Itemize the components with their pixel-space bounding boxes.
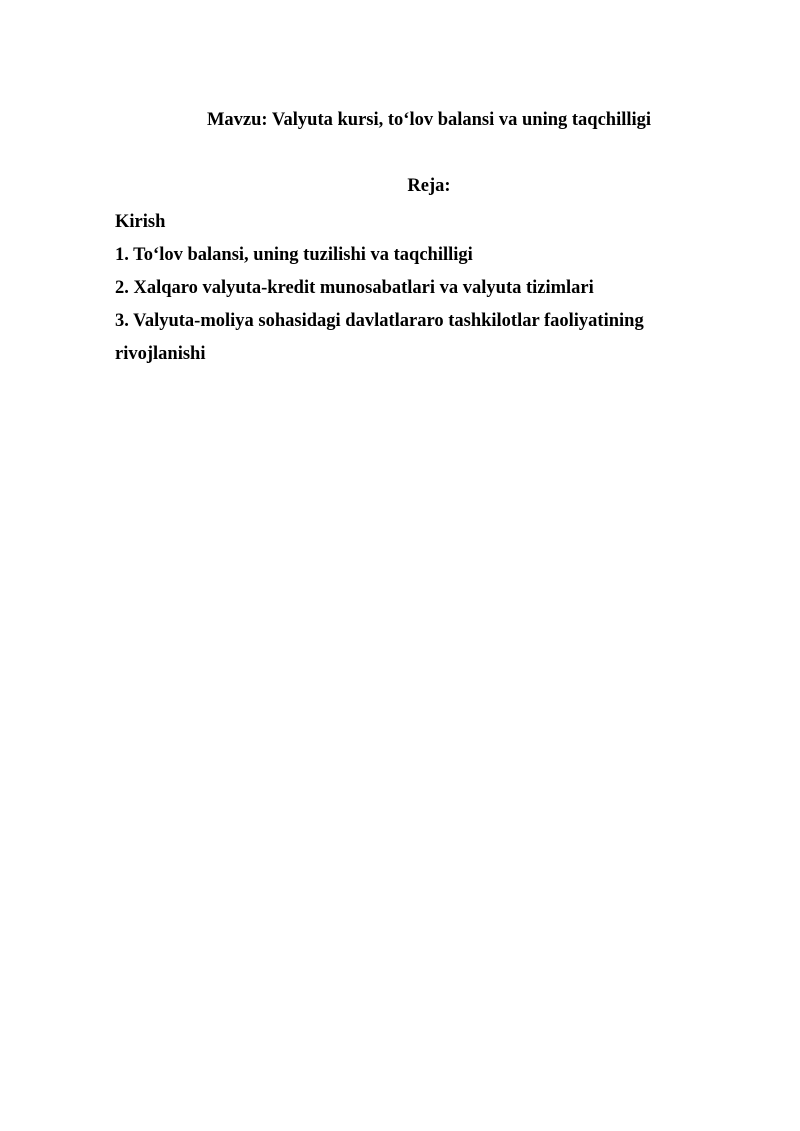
plan-item-2: 2. Xalqaro valyuta-kredit munosabatlari va valyuta tizimlari [115,278,594,298]
plan-item-intro: Kirish [115,212,166,232]
plan-list [115,206,695,371]
plan-item-1: 1. To‘lov balansi, uning tuzilishi va taqchilligi [115,245,473,265]
document-title: Mavzu: Valyuta kursi, to‘lov balansi va uning taqchilligi [206,110,652,130]
plan-heading: Reja: [407,176,451,196]
plan-item-3: 3. Valyuta-moliya sohasidagi davlatlararo tashkilotlar faoliyatining rivojlanishi [115,311,644,364]
